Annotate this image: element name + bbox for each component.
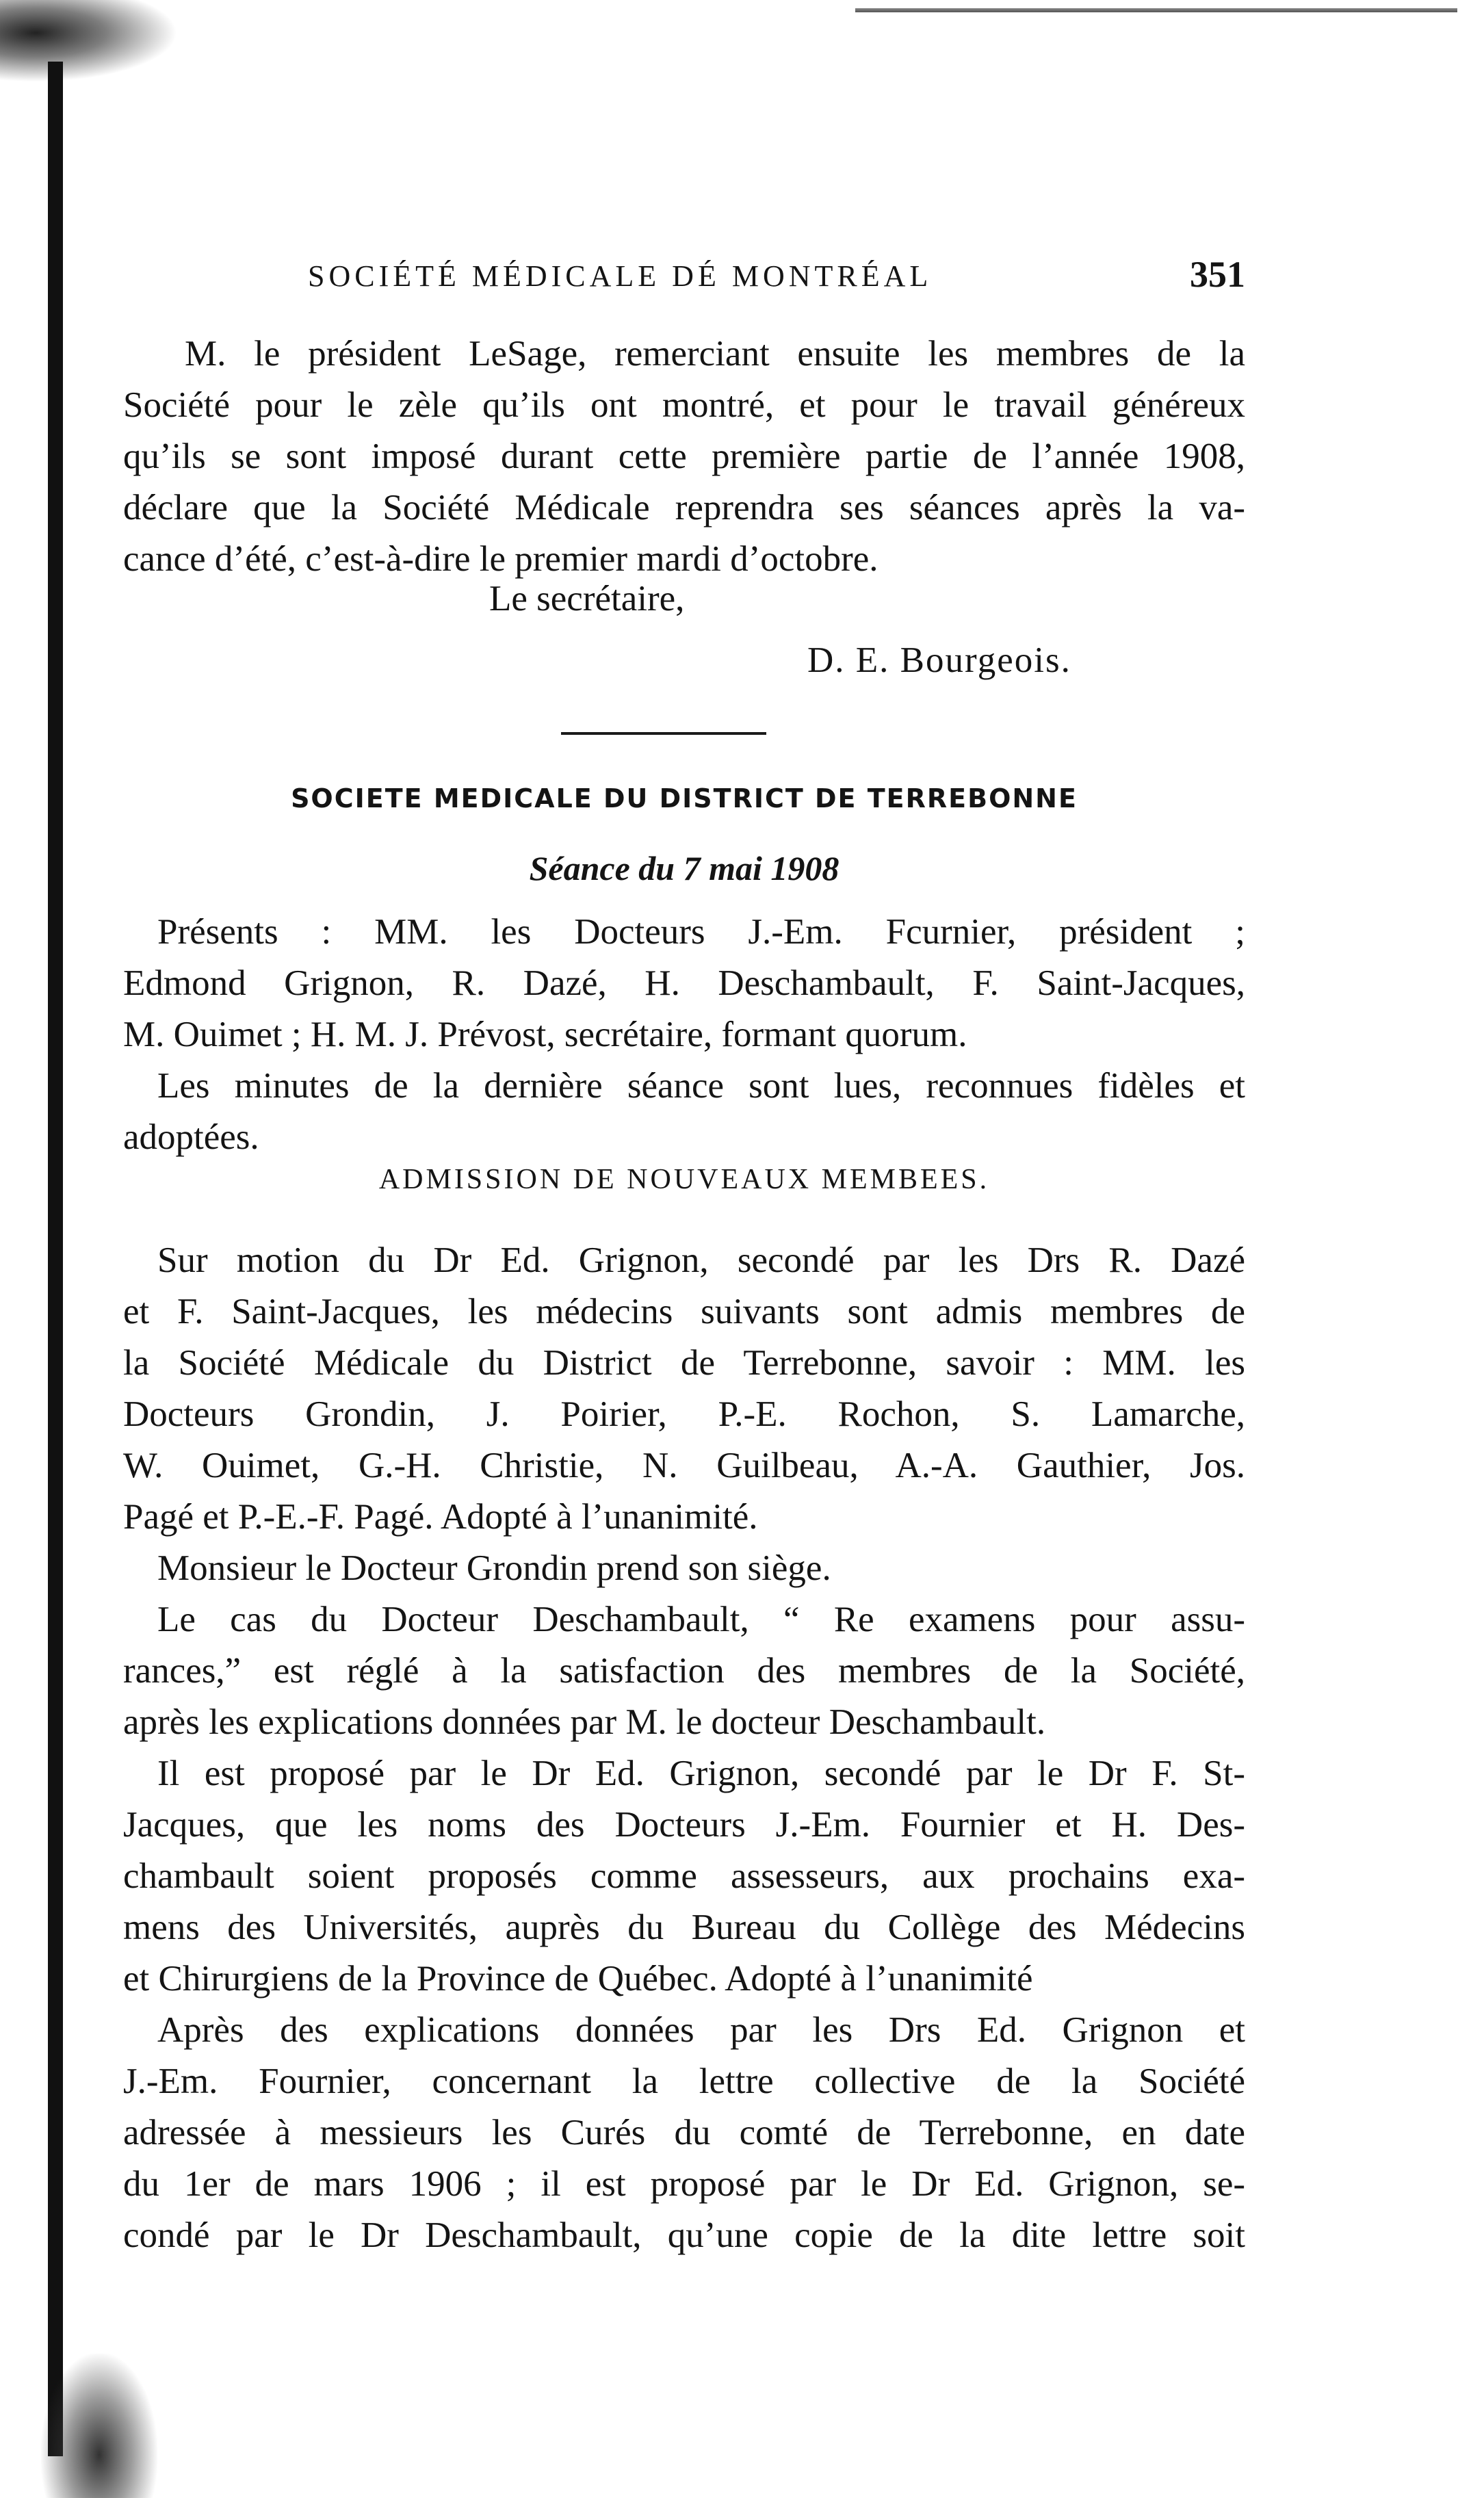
signature-name: D. E. Bourgeois. xyxy=(807,640,1071,680)
attendance-paragraph xyxy=(123,907,1245,1061)
letter-paragraph xyxy=(123,2005,1245,2261)
text-line: Sur motion du Dr Ed. Grignon, secondé par les Drs R. Dazé xyxy=(157,1240,1245,1280)
text-line: Présents : MM. les Docteurs J.-Em. Fcurnier, président ; xyxy=(157,912,1245,952)
text-line: rances,” est réglé à la satisfaction des membres de la Société, xyxy=(123,1651,1245,1691)
text-line: cance d’été, c’est-à-dire le premier mardi d’octobre. xyxy=(123,539,878,579)
text-line: la Société Médicale du District de Terrebonne, savoir : MM. les xyxy=(123,1343,1245,1383)
proposal-paragraph xyxy=(123,1748,1245,2005)
case-paragraph xyxy=(123,1594,1245,1748)
admission-subheading: ADMISSION DE NOUVEAUX MEMBEES. xyxy=(378,1164,990,1195)
text-line: adressée à messieurs les Curés du comté de Terrebonne, en date xyxy=(123,2113,1245,2152)
session-date: Séance du 7 mai 1908 xyxy=(529,849,839,887)
text-line: qu’ils se sont imposé durant cette première partie de l’année 1908, xyxy=(123,437,1245,476)
text-line: M. Ouimet ; H. M. J. Prévost, secrétaire, formant quorum. xyxy=(123,1015,967,1054)
text-line: Le cas du Docteur Deschambault, “ Re examens pour assu- xyxy=(157,1600,1245,1639)
text-line: J.-Em. Fournier, concernant la lettre collective de la Société xyxy=(123,2061,1245,2101)
section-title: SOCIETE MEDICALE DU DISTRICT DE TERREBONNE xyxy=(291,783,1078,814)
text-line: Il est proposé par le Dr Ed. Grignon, secondé par le Dr F. St- xyxy=(157,1754,1245,1793)
text-line: Docteurs Grondin, J. Poirier, P.-E. Rochon, S. Lamarche, xyxy=(123,1394,1245,1434)
page-binding-shadow-bottom xyxy=(41,2354,157,2498)
text-line: Monsieur le Docteur Grondin prend son siège. xyxy=(157,1548,831,1588)
text-line: condé par le Dr Deschambault, qu’une copie de la dite lettre soit xyxy=(123,2215,1245,2255)
top-edge-rule xyxy=(855,8,1457,12)
text-line: déclare que la Société Médicale reprendra ses séances après la va- xyxy=(123,488,1245,528)
running-head xyxy=(123,253,1245,301)
text-line: Les minutes de la dernière séance sont lues, reconnues fidèles et xyxy=(157,1066,1245,1106)
text-line: Pagé et P.-E.-F. Pagé. Adopté à l’unanimité. xyxy=(123,1497,758,1537)
text-line: et Chirurgiens de la Province de Québec. Adopté à l’unanimité xyxy=(123,1959,1033,1999)
motion-paragraph xyxy=(123,1235,1245,1543)
page-binding-shadow-top xyxy=(0,0,178,82)
minutes-paragraph xyxy=(123,1061,1245,1163)
closing-paragraph xyxy=(123,328,1245,585)
seat-paragraph xyxy=(123,1543,1245,1594)
page-binding-edge xyxy=(48,62,63,2456)
page-number: 351 xyxy=(1190,254,1245,295)
text-line: M. le président LeSage, remerciant ensuite les membres de la xyxy=(185,334,1245,374)
text-line: mens des Universités, auprès du Bureau du Collège des Médecins xyxy=(123,1908,1245,1947)
text-line: du 1er de mars 1906 ; il est proposé par le Dr Ed. Grignon, se- xyxy=(123,2164,1245,2204)
text-line: Edmond Grignon, R. Dazé, H. Deschambault, F. Saint-Jacques, xyxy=(123,963,1245,1003)
running-title: SOCIÉTÉ MÉDICALE DÉ MONTRÉAL xyxy=(308,259,933,293)
text-line: Après des explications données par les Drs Ed. Grignon et xyxy=(157,2010,1245,2050)
section-divider xyxy=(561,732,766,735)
text-line: Jacques, que les noms des Docteurs J.-Em. Fournier et H. Des- xyxy=(123,1805,1245,1845)
text-line: et F. Saint-Jacques, les médecins suivants sont admis membres de xyxy=(123,1292,1245,1331)
text-line: W. Ouimet, G.-H. Christie, N. Guilbeau, A.-A. Gauthier, Jos. xyxy=(123,1446,1245,1485)
text-line: adoptées. xyxy=(123,1117,259,1157)
signature-role: Le secrétaire, xyxy=(489,579,685,619)
text-line: après les explications données par M. le docteur Deschambault. xyxy=(123,1702,1046,1742)
text-line: chambault soient proposés comme assesseurs, aux prochains exa- xyxy=(123,1856,1245,1896)
text-line: Société pour le zèle qu’ils ont montré, et pour le travail généreux xyxy=(123,385,1245,425)
